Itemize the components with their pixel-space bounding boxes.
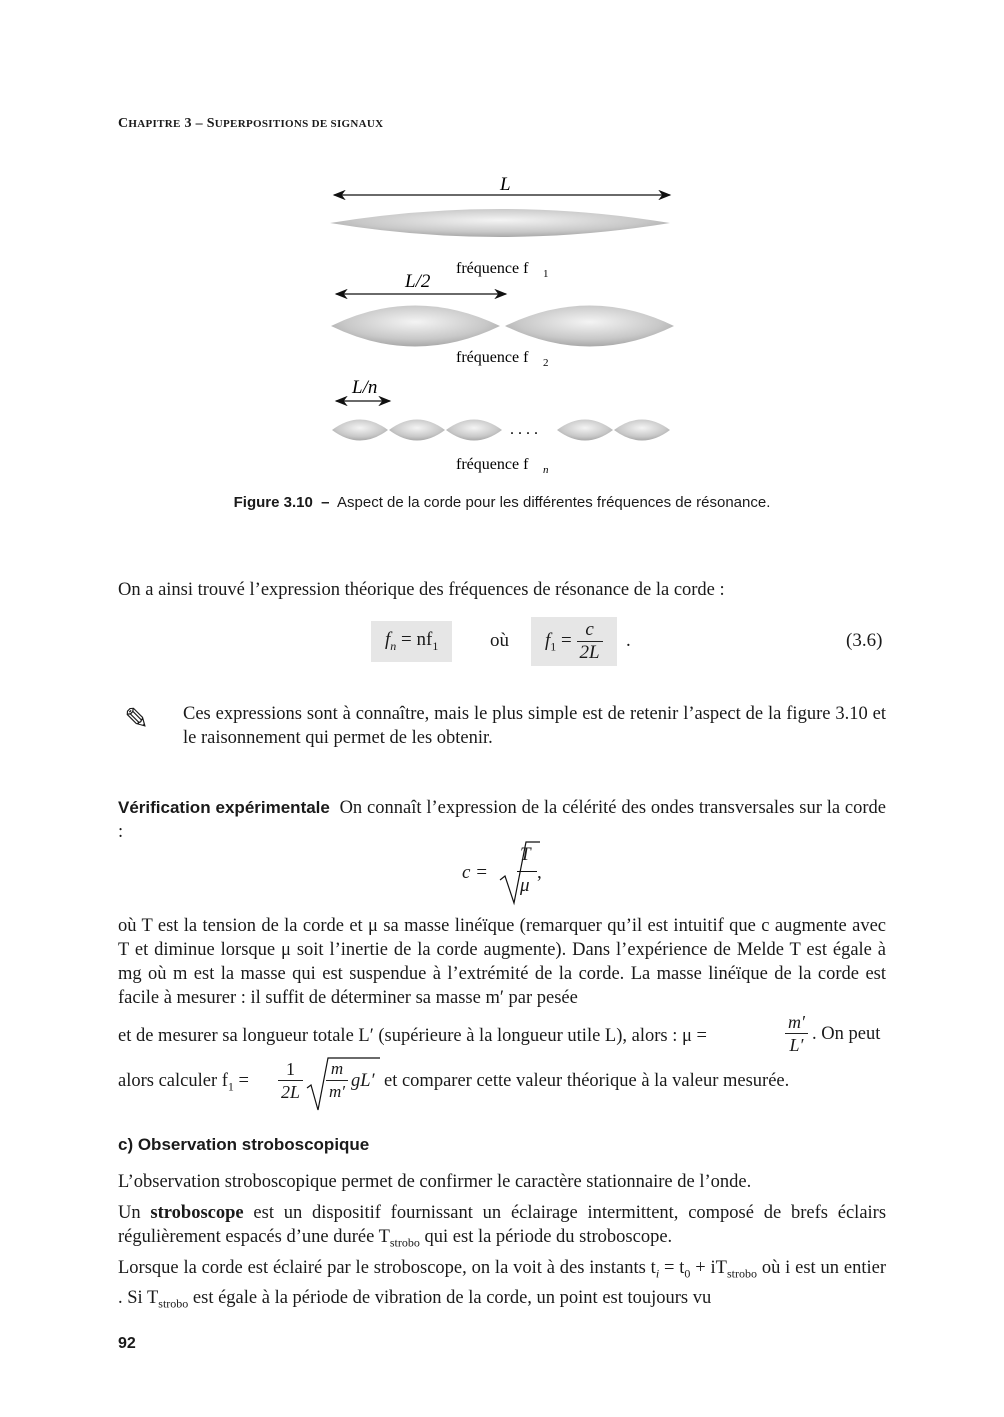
mode1-lobe bbox=[330, 209, 670, 237]
moden-lobe-1 bbox=[332, 420, 388, 441]
label-L2: L/2 bbox=[405, 271, 431, 292]
on-peut: . On peut bbox=[812, 1024, 881, 1044]
section-title: c) Observation stroboscopique bbox=[118, 1135, 370, 1154]
freqn-label: fréquence f bbox=[456, 456, 529, 473]
freq2-label: fréquence f bbox=[456, 349, 529, 366]
eq-fn-box: $f_n = nf_1$ bbox=[371, 621, 452, 662]
moden-lobe-2 bbox=[389, 420, 445, 441]
note-text: Ces expressions sont à connaître, mais le plus simple est de retenir l’aspect de la figure 3.10 et le raisonnement qui permet de les obtenir. bbox=[183, 704, 886, 748]
freqn-sub: n bbox=[543, 464, 549, 476]
compare-text: et comparer cette valeur théorique à la valeur mesurée. bbox=[384, 1071, 790, 1091]
strobo-para1: L’observation stroboscopique permet de confirmer le caractère stationnaire de l’onde. bbox=[118, 1172, 752, 1192]
page-number: 92 bbox=[118, 1335, 136, 1352]
calc-prefix: alors calculer $f_1$ = bbox=[118, 1071, 249, 1094]
eq-ou: où bbox=[490, 630, 509, 651]
f1-fraction: $\frac{1}{2L}$ bbox=[278, 1058, 303, 1103]
strobo-para3: Lorsque la corde est éclairé par le stroboscope, on la voit à des instants $t_i = t_0 + iT_{strobo}$ où i est un entier . Si $T_{strobo}$ est égale à la période de vibration de la corde, un point est toujours vu bbox=[118, 1258, 886, 1311]
eq-number: (3.6) bbox=[846, 630, 883, 651]
eq-f1-box: $f_1$ = $\frac{c}{2L}$ bbox=[531, 617, 617, 666]
mode2-lobe-2 bbox=[505, 306, 674, 347]
label-Ln: L/n bbox=[352, 377, 378, 398]
label-L: L bbox=[500, 174, 511, 195]
figure-string-modes bbox=[300, 165, 710, 480]
mode2-lobe-1 bbox=[331, 306, 500, 347]
freq1-sub: 1 bbox=[543, 268, 549, 280]
equation-3-6 bbox=[371, 621, 452, 662]
mu-fraction: $\frac{m'}{L'}$ bbox=[785, 1011, 808, 1056]
verif-intro: Vérification expérimentale On connaît l’expression de la célérité des ondes transversales sur la corde : bbox=[118, 798, 886, 842]
freq2-sub: 2 bbox=[543, 357, 549, 369]
eq-celerity: c = T μ , bbox=[462, 840, 562, 906]
pencil-icon: ✎ bbox=[124, 703, 150, 736]
moden-lobe-3 bbox=[446, 420, 502, 441]
m-over-mprime: $\frac{m}{m'}$ bbox=[326, 1058, 348, 1103]
para-intro: On a ainsi trouvé l’expression théorique des fréquences de résonance de la corde : bbox=[118, 580, 725, 600]
gL: gL′ bbox=[351, 1071, 375, 1091]
freq1-label: fréquence f bbox=[456, 260, 529, 277]
dots: . . . . bbox=[510, 421, 538, 438]
moden-lobe-4 bbox=[557, 420, 613, 441]
strobo-para2: Un stroboscope est un dispositif fournissant un éclairage intermittent, composé de brefs éclairs régulièrement espacés d’une durée $T_{strobo}$ qui est la période du stroboscope. bbox=[118, 1203, 887, 1250]
figure-caption: Figure 3.10 – Aspect de la corde pour les différentes fréquences de résonance. bbox=[233, 494, 771, 511]
verif-line-mu: et de mesurer sa longueur totale L′ (supérieure à la longueur utile L), alors : μ = bbox=[118, 1026, 707, 1046]
eq-dot: . bbox=[626, 630, 631, 651]
verif-para: où T est la tension de la corde et μ sa masse linéïque (remarquer qu’il est intuitif que c augmente avec T et diminue lorsque μ soit l’inertie de la corde augmente). Dans l’expérience de Melde T est égale à mg où m est la masse qui est suspendue à l’extrémité de la corde. La masse linéïque de la corde est facile à mesurer : il suffit de déterminer sa masse m′ par pesée bbox=[118, 916, 886, 1008]
chapter-header: CHAPITRE 3 – SUPERPOSITIONS DE SIGNAUX bbox=[118, 116, 384, 131]
moden-lobe-5 bbox=[614, 420, 670, 441]
